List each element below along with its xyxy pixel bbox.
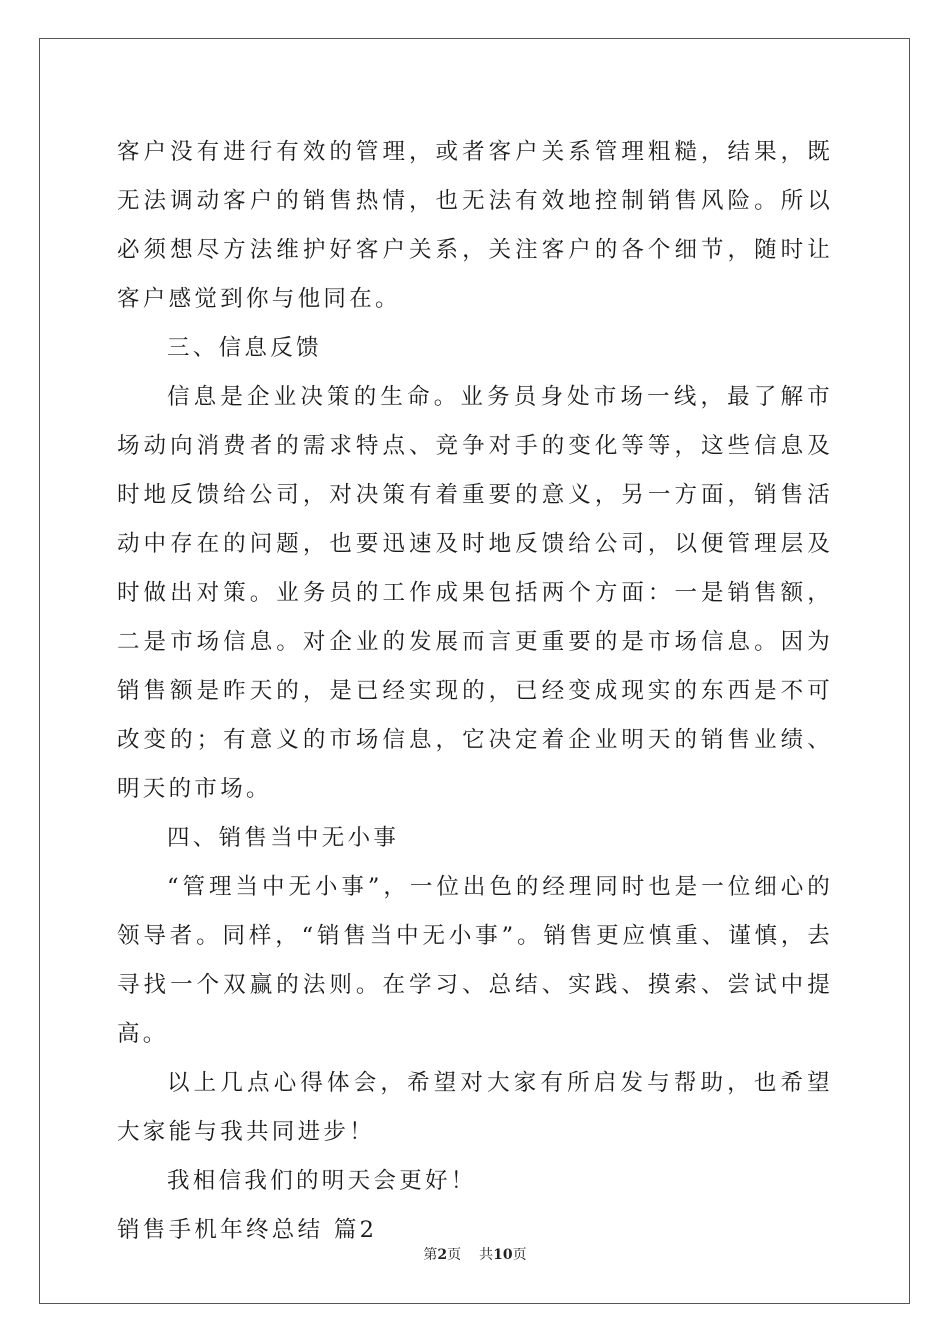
paragraph-no-small-matters: “管理当中无小事”，一位出色的经理同时也是一位细心的领导者。同样，“销售当中无小事”。销售更应慎重、谨慎，去寻找一个双赢的法则。在学习、总结、实践、摸索、尝试中提高。 (117, 874, 833, 1047)
paragraph-better-tomorrow: 我相信我们的明天会更好！ (167, 1168, 477, 1194)
paragraph-information-feedback: 信息是企业决策的生命。业务员身处市场一线，最了解市场动向消费者的需求特点、竞争对手的变化等等，这些信息及时地反馈给公司，对决策有着重要的意义，另一方面，销售活动中存在的问题，也要迅速及时地反馈给公司，以便管理层及时做出对策。业务员的工作成果包括两个方面：一是销售额，二是市场信息。对企业的发展而言更重要的是市场信息。因为销售额是昨天的，是已经实现的，已经变成现实的东西是不可改变的；有意义的市场信息，它决定着企业明天的销售业绩、明天的市场。 (117, 384, 833, 802)
section-heading-no-small-matters: 四、销售当中无小事 (167, 825, 400, 851)
paragraph-closing-hope: 以上几点心得体会，希望对大家有所启发与帮助，也希望大家能与我共同进步！ (117, 1070, 833, 1145)
page-footer (0, 1245, 950, 1265)
page-prefix: 第 (423, 1247, 438, 1263)
page-suffix: 页 (447, 1247, 462, 1263)
total-suffix: 页 (512, 1247, 527, 1263)
total-prefix: 共 (479, 1247, 494, 1263)
total-pages: 10 (493, 1247, 513, 1263)
page-number: 2 (437, 1247, 448, 1263)
section-heading-information-feedback: 三、信息反馈 (167, 335, 322, 361)
document-body (117, 128, 833, 1255)
paragraph-customer-relations: 客户没有进行有效的管理，或者客户关系管理粗糙，结果，既无法调动客户的销售热情，也无法有效地控制销售风险。所以必须想尽方法维护好客户关系，关注客户的各个细节，随时让客户感觉到你与他同在。 (117, 139, 833, 312)
article-title-part-2: 销售手机年终总结 篇2 (117, 1217, 378, 1243)
